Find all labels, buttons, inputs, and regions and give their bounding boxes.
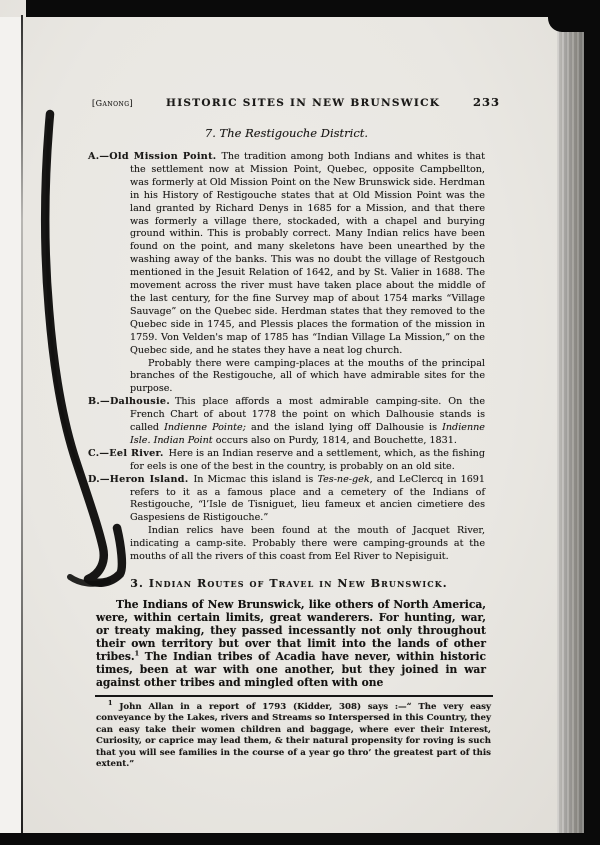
scan-edge-bottom <box>0 833 600 845</box>
item-b-term: B.—Dalhousie. <box>88 396 170 408</box>
header-page-number: 233 <box>472 95 500 109</box>
item-c-term: C.—Eel River. <box>88 447 164 459</box>
item-b-body: This place affords a most admirable camping-site. On the French Chart of about 1778 the point on which Dalhousie stands is called Indienne Pointe; and the island lying off Dalhousie is Indienne Isle. Indian Point occurs also on Purdy, 1814, and Bouchette, 1831. <box>130 396 485 446</box>
section-3-heading: 3. Indian Routes of Travel in New Brunswick. <box>130 577 448 590</box>
footnote: $^1$ John Allan in a report of 1793 (Kidder, 308) says :—“ The very easy conveyance by the Lakes, rivers and Streams so Interspersed in this Country, they can easy take their women children and baggage, where ever their Interest, Curiosity, or caprice may lead them, & their natural propensity for roving is such that you will see families in the course of a year go thro’ the greatest part of this extent.” <box>96 699 491 770</box>
header-title: HISTORIC SITES IN NEW BRUNSWICK <box>165 97 441 109</box>
item-d-term: D.—Heron Island. <box>88 473 189 485</box>
paragraph-closing: Indian relics have been found at the mouth of Jacquet River, indicating a camp-site. Probably there were camping-grounds at the mouths of all the rivers of this coast from Eel River to Nepisiguit. <box>130 525 485 563</box>
header-author-tag: [Ganong] <box>92 99 134 108</box>
item-a-body: The tradition among both Indians and whites is that the settlement now at Mission Point, Quebec, opposite Campbellton, was formerly at Old Mission Point on the New Brunswick side. Herdman in his History of Restigouche states that at Old Mission Point was the land granted by Richard Denys in 1685 for a Mission, and that there was formerly a village there, stockaded, with a chapel and burying ground within. This is probably correct. Many Indian relics have been found on the point, and many skeletons have been unearthed by the washing away of the banks. This was no doubt the village of Restgouch mentioned in the Jesuit Relation of 1642, and by St. Valier in 1688. The movement across the river must have taken place about the middle of the last century, for the fine Survey map of about 1754 marks “Village Sauvage” on the Quebec side. Herdman states that they removed to the Quebec side in 1745, and Plessis places the formation of the mission in 1759. Von Velden's map of 1785 has “Indian Village La Mission,” on the Quebec side, and he states they have a neat log church. <box>130 151 485 356</box>
item-d-body: In Micmac this island is Tes-ne-gek, and LeClercq in 1691 refers to it as a famous place and a cemetery of the Indians of Restigouche, “l’Isle de Tisniguet, lieu fameux et ancien cimetiere des Gaspesiens de Ristigouche.” <box>130 473 486 524</box>
section-3-paragraph: The Indians of New Brunswick, like others of North America, were, within certain limits, great wanderers. For hunting, war, or treaty making, they passed incessantly not only throughout their own territory but over that limit into the lands of other tribes.$^1$ The Indian tribes of Acadia have never, within historic times, been at war with one another, but they joined in war against other tribes and mingled often with one <box>96 598 486 689</box>
item-a-term: A.—Old Mission Point. <box>88 151 217 162</box>
list-item-b <box>88 396 485 448</box>
list-item-d <box>88 474 485 526</box>
paragraph-camping-places: Probably there were camping-places at the mouths of the principal branches of the Restigouche, all of which have admirable sites for the purpose. <box>130 357 485 395</box>
list-item-a <box>88 151 485 358</box>
list-item-c <box>88 448 485 474</box>
running-header <box>92 95 500 109</box>
item-c-body: Here is an Indian reserve and a settlement, which, as the fishing for eels is one of the best in the country, is probably on an old site. <box>130 447 485 472</box>
section-7-heading: 7. The Restigouche District. <box>204 126 369 140</box>
footnote-divider <box>95 695 493 697</box>
district-items <box>88 151 485 564</box>
